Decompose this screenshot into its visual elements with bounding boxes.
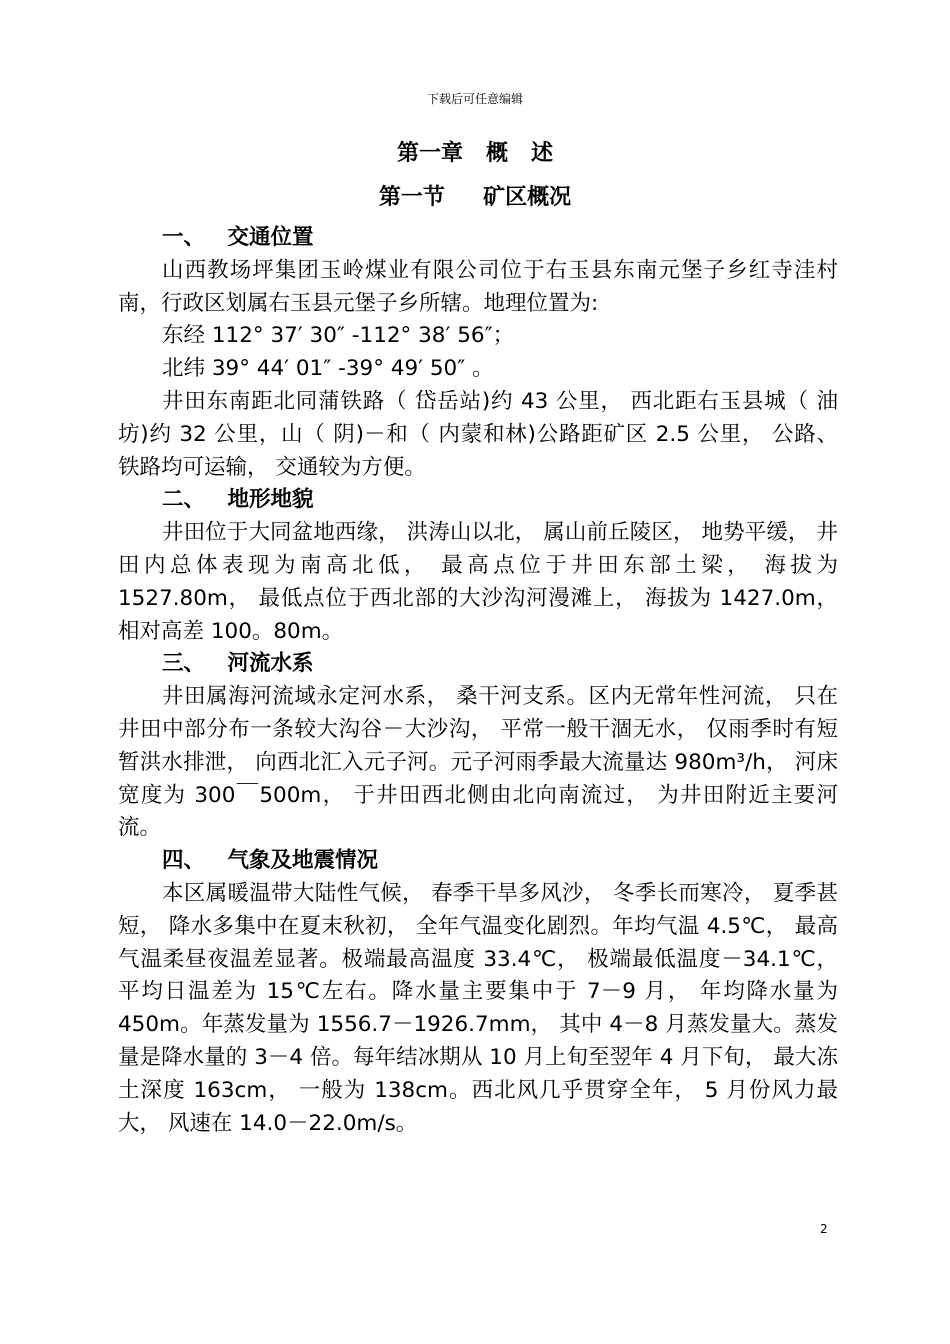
paragraph: 井田属海河流域永定河水系， 桑干河支系。区内无常年性河流， 只在井田中部分布一条较大沟谷－大沙沟， 平常一般干涸无水， 仅雨季时有短暂洪水排泄， 向西北汇入元子河。元子河雨季最大流量达 980m³/h， 河床宽度为 300￣500m， 于井田西北侧由北向南流过， 为井田附近主要河流。 [118, 684, 838, 841]
heading-traffic-location: 一、 交通位置 [162, 225, 314, 250]
paragraph: 本区属暖温带大陆性气候， 春季干旱多风沙， 冬季长而寒冷， 夏季甚短， 降水多集中在夏末秋初， 全年气温变化剧烈。年均气温 4.5℃， 最高气温柔昼夜温差显著。极端最高温度 33.4℃， 极端最低温度－34.1℃， 平均日温差为 15℃左右。降水量主要集中于 7－9 月， 年均降水量为 450m。年蒸发量为 1556.7－1926.7mm， 其中 4－8 月蒸发量大。蒸发量是降水量的 3－4 倍。每年结冰期从 10 月上旬至翌年 4 月下旬， 最大冻土深度 163cm， 一般为 138cm。西北风几乎贯穿全年， 5 月份风力最大， 风速在 14.0－22.0m/s。 [118, 880, 838, 1136]
document-body [118, 222, 838, 1140]
chapter-title: 第一章 概 述 [397, 141, 553, 166]
paragraph: 山西教场坪集团玉岭煤业有限公司位于右玉县东南元堡子乡红寺洼村南，行政区划属右玉县元堡子乡所辖。地理位置为: [118, 257, 838, 316]
page-header: 下载后可任意编辑 [426, 92, 523, 106]
heading-climate-earthquake: 四、 气象及地震情况 [162, 848, 378, 874]
paragraph: 井田东南距北同蒲铁路（ 岱岳站)约 43 公里， 西北距右玉县城（ 油坊)约 32 公里，山（ 阴)－和（ 内蒙和林)公路距矿区 2.5 公里， 公路、 铁路均可运输， 交通较为方便。 [118, 388, 838, 480]
heading-terrain: 二、 地形地貌 [162, 487, 314, 513]
longitude-line: 东经 112° 37′ 30″ -112° 38′ 56″； [162, 323, 515, 349]
section-title: 第一节 矿区概况 [378, 185, 572, 210]
page-number: 2 [820, 1222, 828, 1236]
latitude-line: 北纬 39° 44′ 01″ -39° 49′ 50″ 。 [162, 356, 494, 382]
heading-river-system: 三、 河流水系 [162, 651, 314, 677]
paragraph: 井田位于大同盆地西缘， 洪涛山以北， 属山前丘陵区， 地势平缓， 井田内总体表现为南高北低， 最高点位于井田东部土梁， 海拔为 1527.80m， 最低点位于西北部的大沙沟河漫滩上， 海拔为 1427.0m， 相对高差 100。80m。 [118, 520, 838, 644]
